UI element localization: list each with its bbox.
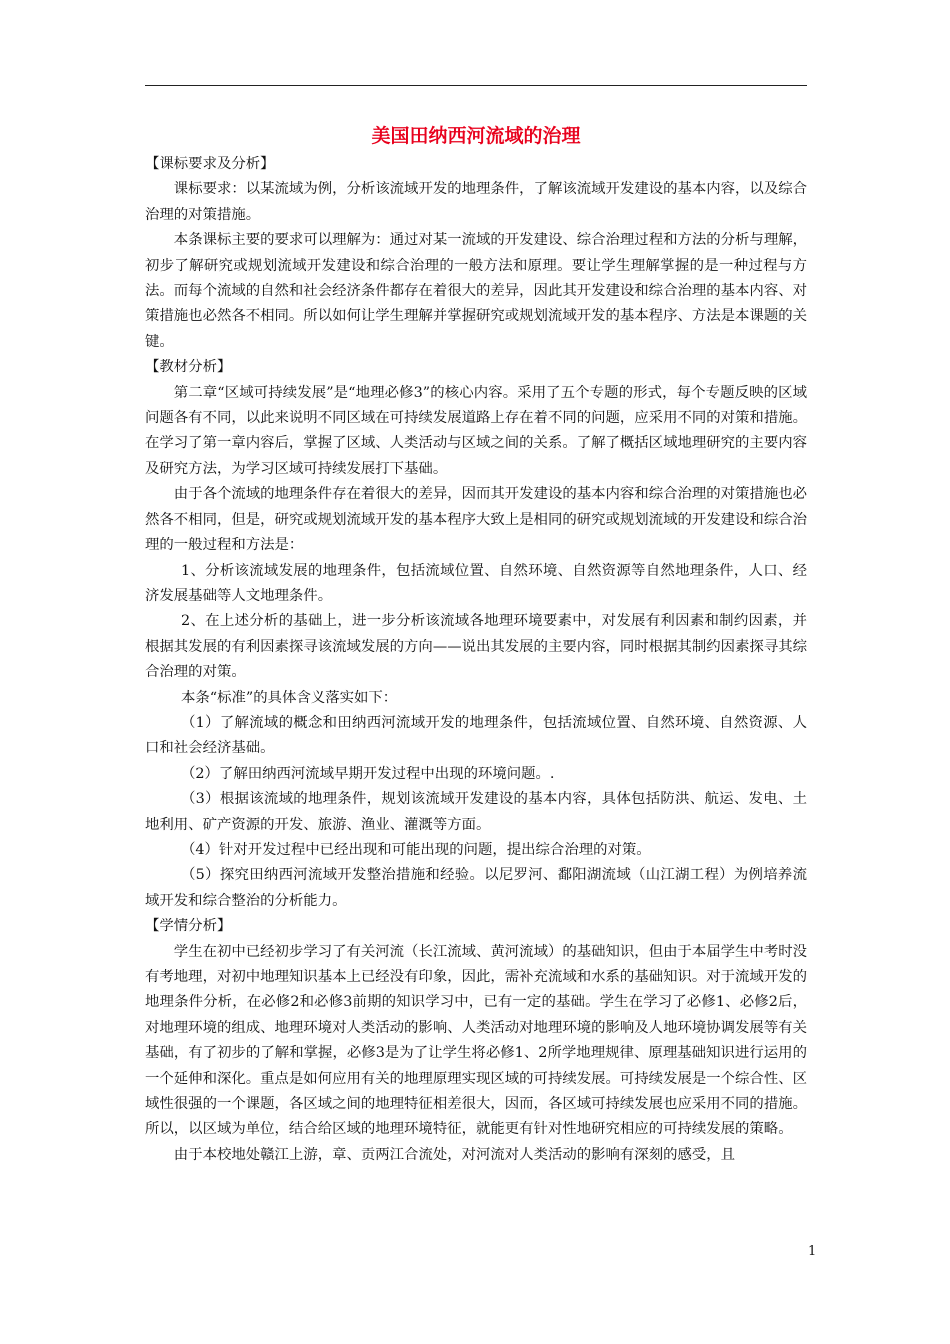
paragraph: 由于各个流域的地理条件存在着很大的差异，因而其开发建设的基本内容和综合治理的对策措施也必然各不相同，但是，研究或规划流域开发的基本程序大致上是相同的研究或规划流域的开发建设和综合治理的一般过程和方法是： xyxy=(145,486,807,554)
paragraph: 由于本校地处赣江上游，章、贡两江合流处，对河流对人类活动的影响有深刻的感受，且 xyxy=(173,1146,736,1163)
header-rule xyxy=(145,85,807,86)
list-item: （4）针对开发过程中已经出现和可能出现的问题，提出综合治理的对策。 xyxy=(181,841,651,858)
page-number: 1 xyxy=(808,1244,817,1259)
list-item: （5）探究田纳西河流域开发整治措施和经验。以尼罗河、鄱阳湖流域（山江湖工程）为例培养流域开发和综合整治的分析能力。 xyxy=(145,867,807,909)
paragraph: 学生在初中已经初步学习了有关河流（长江流域、黄河流域）的基础知识，但由于本届学生中考时没有考地理，对初中地理知识基本上已经没有印象，因此，需补充流域和水系的基础知识。对于流域开发的地理条件分析，在必修2和必修3前期的知识学习中，已有一定的基础。学生在学习了必修1、必修2后，对地理环境的组成、地理环境对人类活动的影响、人类活动对地理环境的影响及人地环境协调发展等有关基础，有了初步的了解和掌握，必修3是为了让学生将必修1、2所学地理规律、原理基础知识进行运用的一个延伸和深化。重点是如何应用有关的地理原理实现区域的可持续发展。可持续发展是一个综合性、区域性很强的一个课题，各区域之间的地理特征相差很大，因而，各区域可持续发展也应采用不同的措施。所以，以区域为单位，结合给区域的地理环境特征，就能更有针对性地研究相应的可持续发展的策略。 xyxy=(145,943,807,1138)
section-heading-students: 【学情分析】 xyxy=(145,918,232,935)
list-item: 1、分析该流域发展的地理条件，包括流域位置、自然环境、自然资源等自然地理条件，人口、经济发展基础等人文地理条件。 xyxy=(145,562,807,604)
list-item: （2）了解田纳西河流域早期开发过程中出现的环境问题。. xyxy=(181,765,555,782)
document-title: 美国田纳西河流域的治理 xyxy=(371,125,581,147)
list-item: （3）根据该流域的地理条件，规划该流域开发建设的基本内容，具体包括防洪、航运、发电、土地利用、矿产资源的开发、旅游、渔业、灌溉等方面。 xyxy=(145,791,807,833)
paragraph: 本条课标主要的要求可以理解为：通过对某一流域的开发建设、综合治理过程和方法的分析与理解，初步了解研究或规划流域开发建设和综合治理的一般方法和原理。要让学生理解掌握的是一种过程与方法。而每个流域的自然和社会经济条件都存在着很大的差异，因此其开发建设和综合治理的基本内容、对策措施也必然各不相同。所以如何让学生理解并掌握研究或规划流域开发的基本程序、方法是本课题的关键。 xyxy=(145,232,807,350)
list-item: （1）了解流域的概念和田纳西河流域开发的地理条件，包括流域位置、自然环境、自然资源、人口和社会经济基础。 xyxy=(145,714,807,757)
document-body xyxy=(145,152,807,1168)
paragraph: 课标要求：以某流域为例，分析该流域开发的地理条件，了解该流域开发建设的基本内容，以及综合治理的对策措施。 xyxy=(145,181,807,223)
section-heading-curriculum: 【课标要求及分析】 xyxy=(145,156,275,172)
section-heading-textbook: 【教材分析】 xyxy=(145,359,232,376)
paragraph: 本条“标准”的具体含义落实如下： xyxy=(181,689,398,706)
paragraph: 第二章“区域可持续发展”是“地理必修3”的核心内容。采用了五个专题的形式，每个专题反映的区域问题各有不同，以此来说明不同区域在可持续发展道路上存在着不同的问题，应采用不同的对策和措施。在学习了第一章内容后，掌握了区域、人类活动与区域之间的关系。了解了概括区域地理研究的主要内容及研究方法，为学习区域可持续发展打下基础。 xyxy=(145,384,807,477)
list-item: 2、在上述分析的基础上，进一步分析该流域各地理环境要素中，对发展有利因素和制约因素，并根据其发展的有利因素探寻该流域发展的方向——说出其发展的主要内容，同时根据其制约因素探寻其综合治理的对策。 xyxy=(145,613,807,681)
